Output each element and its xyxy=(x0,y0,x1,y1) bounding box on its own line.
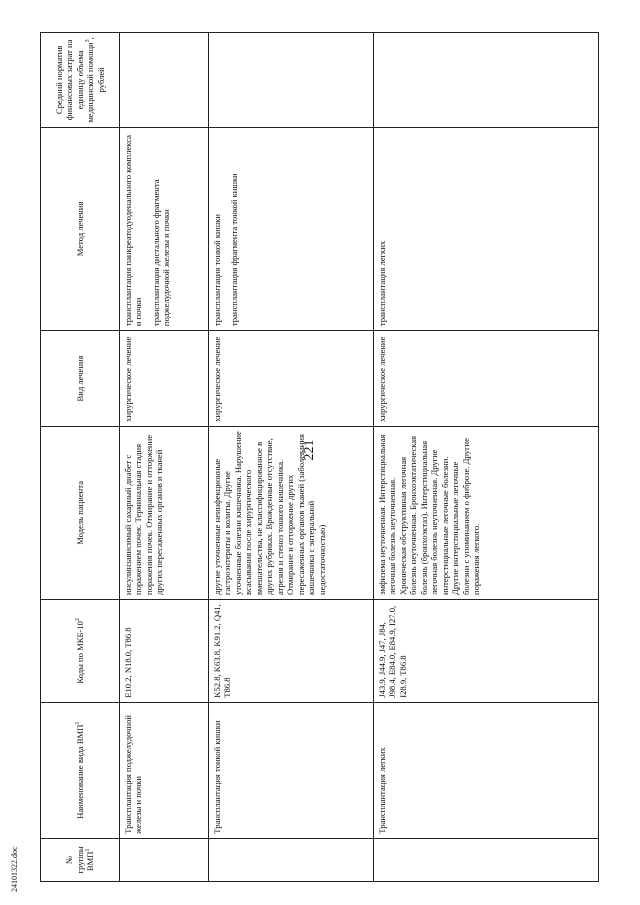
cell-treatment-type: хирургическое лечение xyxy=(209,331,374,427)
footnote-mark: 1 xyxy=(74,721,81,725)
table-row xyxy=(209,33,374,882)
method-item: трансплантация тонкой кишки xyxy=(212,213,222,327)
cell-group-number xyxy=(209,838,374,881)
header-average-cost xyxy=(41,33,120,128)
header-treatment-type: Вид лечения xyxy=(41,331,120,427)
cell-treatment-method xyxy=(374,127,599,330)
table-header-row xyxy=(41,33,120,882)
cell-vmp-name: Трансплантация легких xyxy=(374,702,599,838)
cell-group-number xyxy=(120,838,209,881)
header-vmp-name-text: Наименование вида ВМП xyxy=(74,724,85,819)
table-row xyxy=(374,33,599,882)
cell-vmp-name: Трансплантация тонкой кишки xyxy=(209,702,374,838)
cell-average-cost xyxy=(209,33,374,128)
cell-treatment-type: хирургическое лечение xyxy=(374,331,599,427)
cell-icd-codes: J43.9, J44.9, J47, J84, J98.4, E84.0, E84.9, I27.0, I28.9, T86.8 xyxy=(374,600,599,703)
vmp-table xyxy=(40,32,599,882)
method-item: трансплантация дистального фрагмента поджелудочной железы и почки xyxy=(150,179,172,327)
cell-average-cost xyxy=(374,33,599,128)
method-item: трансплантация фрагмента тонкой кишки xyxy=(229,173,240,327)
header-vmp-name xyxy=(41,702,120,838)
header-group-number-text: № группы ВМП xyxy=(64,846,96,874)
page-number: 221 xyxy=(302,439,317,461)
cell-icd-codes: E10.2, N18.0, T86.8 xyxy=(120,600,209,703)
method-item: трансплантация легких xyxy=(377,240,387,327)
header-treatment-method: Метод лечения xyxy=(41,127,120,330)
cell-vmp-name: Трансплантация поджелудочной железы и почки xyxy=(120,702,209,838)
header-average-cost-suffix: , рублей xyxy=(85,37,106,93)
cell-treatment-type: хирургическое лечение xyxy=(120,331,209,427)
header-icd-codes-text: Коды по МКБ-10 xyxy=(74,621,85,684)
footnote-mark: 3 xyxy=(85,39,92,43)
header-patient-model: Модель пациента xyxy=(41,426,120,599)
cell-group-number xyxy=(374,838,599,881)
table-row xyxy=(120,33,209,882)
cell-average-cost xyxy=(120,33,209,128)
header-average-cost-text: Средний норматив финансовых затрат на единицу объема медицинской помощи xyxy=(53,39,96,123)
vmp-table-container xyxy=(40,32,620,882)
cell-treatment-method xyxy=(209,127,374,330)
cell-patient-model: эмфизема неуточненная. Интерстициальная легочная болезнь неуточненная. Хроническая обструктивная легочная болезнь неуточненная. Бронхоэктатическая болезнь (бронхоэктаз). Интерстициальная легочная болезнь неуточненная. Другие интерстициальные легочные болезни. Другие интерстициальные легочные болезни с упоминанием о фиброзе. Другие поражения легкого. xyxy=(374,426,599,599)
cell-patient-model: другие уточненные неинфекционные гастроэнтериты и колиты. Другие уточненные болезни кишечника. Нарушение всасывания после хирургического вмешательства, не классифицированное в других рубриках. Врожденные отсутствие, атрезия и стеноз тонкого кишечника. Отмирание и отторжение других пересаженных органов тканей (заболевания кишечника с энтеральной недостаточностью) xyxy=(209,426,374,599)
cell-treatment-method xyxy=(120,127,209,330)
footnote-mark: 1 xyxy=(85,848,92,852)
footnote-mark: 2 xyxy=(74,618,81,622)
method-item: трансплантация панкреатодуоденального комплекса и почки xyxy=(123,135,144,327)
cell-icd-codes: K52.8, K63.8, K91.2, Q41, T86.8 xyxy=(209,600,374,703)
file-label: 24101322.doc xyxy=(10,846,19,892)
cell-patient-model: инсулинзависимый сахарный диабет с поражением почек. Терминальная стадия поражения почек. Отмирание и отторжение других пересаженных органов и тканей xyxy=(120,426,209,599)
header-icd-codes xyxy=(41,600,120,703)
header-group-number xyxy=(41,838,120,881)
